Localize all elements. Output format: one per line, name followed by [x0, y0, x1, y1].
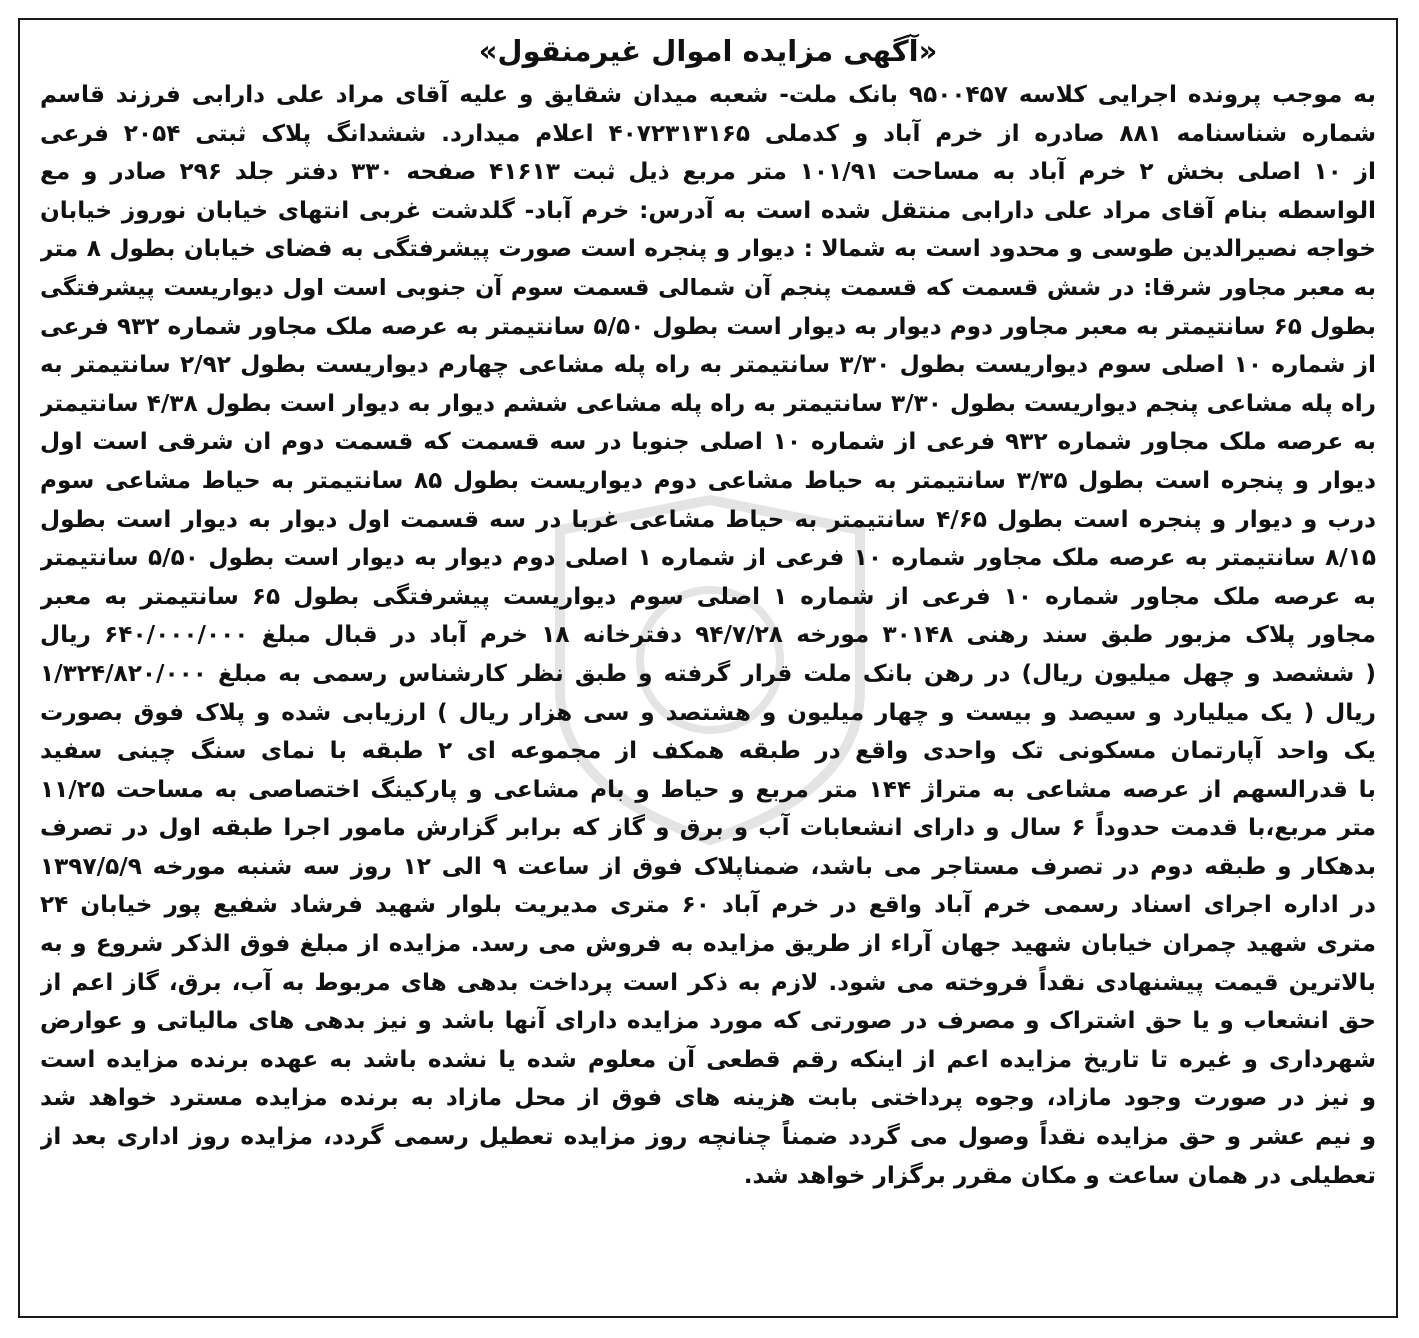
notice-line: متری شهید چمران خیابان شهید جهان آراء از طریق مزایده به فروش می رسد. مزایده از مبلغ فوق الذکر شروع و به	[40, 930, 1376, 958]
notice-line: از ۱۰ اصلی بخش ۲ خرم آباد به مساحت ۱۰۱/۹۱ متر مربع ذیل ثبت ۴۱۶۱۳ صفحه ۳۳۰ دفتر جلد ۲۹۶ صادر و مع	[40, 158, 1376, 186]
notice-line: راه پله مشاعی پنجم دیواریست بطول ۳/۳۰ سانتیمتر به راه پله مشاعی ششم دیوار به دیوار است بطول ۴/۳۸ سانتیمتر	[40, 389, 1376, 417]
notice-line: با قدرالسهم از عرصه مشاعی به متراژ ۱۴۴ متر مربع و حیاط و بام مشاعی و پارکینگ اختصاصی به مساحت ۱۱/۲۵	[40, 775, 1376, 803]
notice-line: شهرداری و غیره تا تاریخ مزایده اعم از اینکه رقم قطعی آن معلوم شده یا نشده باشد به عهده برنده مزایده است	[40, 1045, 1376, 1073]
notice-line: بطول ۶۵ سانتیمتر به معبر مجاور دوم دیوار به دیوار است بطول ۵/۵۰ سانتیمتر به عرصه ملک مجاور شماره ۹۳۲ فرعی	[40, 312, 1376, 340]
notice-title: «آگهی مزایده اموال غیرمنقول»	[478, 34, 938, 68]
notice-line: و نیم عشر و حق مزایده نقداً وصول می گردد ضمناً چنانچه روز مزایده تعطیل رسمی گردد، مزایده روز اداری بعد از	[40, 1123, 1376, 1151]
notice-line: تعطیلی در همان ساعت و مکان مقرر برگزار خواهد شد.	[743, 1161, 1376, 1189]
notice-line: درب و دیوار و پنجره است بطول ۴/۶۵ سانتیمتر به حیاط مشاعی غربا در سه قسمت اول دیوار به دیوار است بطول	[40, 505, 1376, 533]
notice-line: ۸/۱۵ سانتیمتر به عرصه ملک مجاور شماره ۱۰ فرعی از شماره ۱ اصلی دوم دیوار به دیوار است بطول ۵/۵۰ سانتیمتر	[40, 544, 1376, 572]
notice-line: متر مربع،با قدمت حدوداً ۶ سال و دارای انشعابات آب و برق و گاز که برابر گزارش مامور اجرا طبقه اول در تصرف	[40, 814, 1376, 842]
notice-line: شماره شناسنامه ۸۸۱ صادره از خرم آباد و کدملی ۴۰۷۲۳۱۳۱۶۵ اعلام میدارد. ششدانگ پلاک ثبتی ۲۰۵۴ فرعی	[40, 119, 1376, 147]
notice-line: به موجب پرونده اجرایی کلاسه ۹۵۰۰۴۵۷ بانک ملت- شعبه میدان شقایق و علیه آقای مراد علی دارابی فرزند قاسم	[40, 81, 1376, 108]
notice-line: بالاترین قیمت پیشنهادی نقداً فروخته می شود. لازم به ذکر است پرداخت بدهی های مربوط به آب، برق، گاز اعم از	[40, 968, 1376, 996]
notice-frame	[18, 18, 1398, 1318]
notice-line: و نیز در صورت وجود مازاد، وجوه پرداختی بابت هزینه های فوق از محل مازاد به برنده مزایده مسترد خواهد شد	[40, 1084, 1376, 1112]
notice-line: الواسطه بنام آقای مراد علی دارابی منتقل شده است به آدرس: خرم آباد- گلدشت غربی انتهای خیابان نوروز خیابان	[40, 196, 1376, 224]
notice-line: ریال ( یک میلیارد و سیصد و بیست و چهار میلیون و هشتصد و سی هزار ریال ) ارزیابی شده و پلاک فوق بصورت	[40, 698, 1376, 726]
notice-line: به عرصه ملک مجاور شماره ۹۳۲ فرعی از شماره ۱۰ اصلی جنوبا در سه قسمت که قسمت دوم ان شرقی است اول	[40, 428, 1376, 456]
notice-body	[40, 76, 1376, 1195]
notice-line: در اداره اجرای اسناد رسمی خرم آباد واقع در خرم آباد ۶۰ متری مدیریت بلوار شهید فرشاد شفیع پور خیابان ۲۴	[40, 891, 1376, 919]
notice-line: از شماره ۱۰ اصلی سوم دیواریست بطول ۳/۳۰ سانتیمتر به راه پله مشاعی چهارم دیواریست بطول ۲/۹۲ سانتیمتر به	[40, 351, 1376, 379]
notice-line: حق انشعاب و یا حق اشتراک و مصرف در صورتی که مورد مزایده دارای آنها باشد و نیز بدهی های مالیاتی و عوارض	[40, 1007, 1376, 1035]
notice-line: دیوار و پنجره است بطول ۳/۳۵ سانتیمتر به حیاط مشاعی دوم دیواریست بطول ۸۵ سانتیمتر به حیاط مشاعی سوم	[40, 466, 1376, 494]
notice-line: به عرصه ملک مجاور شماره ۱۰ فرعی از شماره ۱ اصلی سوم دیواریست پیشرفتگی بطول ۶۵ سانتیمتر به معبر	[40, 582, 1376, 610]
notice-line: ( ششصد و چهل میلیون ریال) در رهن بانک ملت قرار گرفته و طبق نظر کارشناس رسمی به مبلغ ۱/۳۲۴/۸۲۰/۰۰۰	[40, 659, 1376, 687]
notice-line: به معبر مجاور شرقا: در شش قسمت که قسمت پنجم آن شمالی قسمت سوم آن جنوبی است اول دیواریست پیشرفتگی	[40, 274, 1376, 301]
notice-line: خواجه نصیرالدین طوسی و محدود است به شمالا : دیوار و پنجره است صورت پیشرفتگی به فضای خیابان بطول ۸ متر	[40, 235, 1376, 263]
notice-line: مجاور پلاک مزبور طبق سند رهنی ۳۰۱۴۸ مورخه ۹۴/۷/۲۸ دفترخانه ۱۸ خرم آباد در قبال مبلغ ۶۴۰/۰۰۰/۰۰۰ ریال	[40, 621, 1376, 649]
notice-line: بدهکار و طبقه دوم در تصرف مستاجر می باشد، ضمناپلاک فوق از ساعت ۹ الی ۱۲ روز سه شنبه مورخه ۱۳۹۷/۵/۹	[40, 852, 1376, 880]
notice-line: یک واحد آپارتمان مسکونی تک واحدی واقع در طبقه همکف از مجموعه ای ۲ طبقه با نمای سنگ چینی سفید	[40, 737, 1376, 765]
